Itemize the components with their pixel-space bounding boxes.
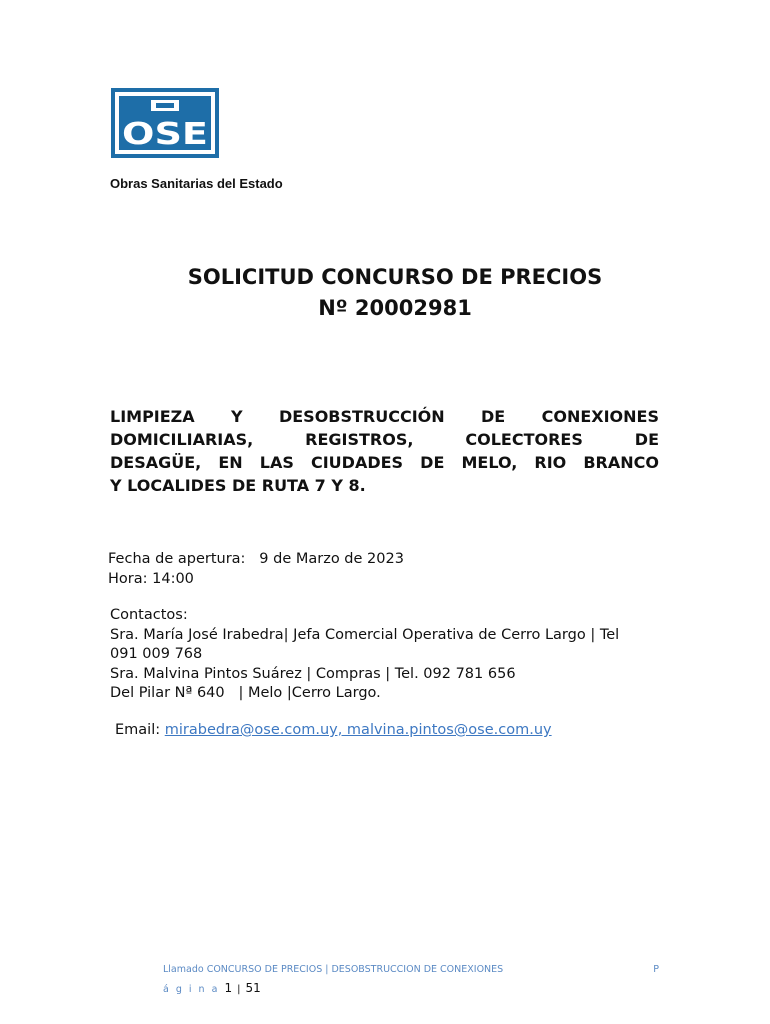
email-row [115, 721, 552, 741]
organization-name: Obras Sanitarias del Estado [110, 176, 283, 191]
footer-text: Llamado CONCURSO DE PRECIOS | DESOBSTRUCCION DE CONEXIONES [163, 964, 504, 975]
opening-date-value: 9 de Marzo de 2023 [259, 551, 404, 567]
title-line-2: Nº 20002981 [318, 296, 472, 320]
opening-info [108, 550, 404, 589]
page-footer [163, 963, 659, 996]
logo-text: OSE [122, 117, 208, 152]
opening-date-label: Fecha de apertura: [108, 551, 246, 567]
subject-line-2: DOMICILIARIAS, REGISTROS, COLECTORES DE [110, 430, 659, 449]
email-link[interactable]: mirabedra@ose.com.uy, malvina.pintos@ose.com.uy [164, 722, 552, 738]
footer-page-word-start: P [653, 964, 659, 975]
subject-line-3: DESAGÜE, EN LAS CIUDADES DE MELO, RIO BRANCO [110, 453, 659, 472]
subject-line-4: Y LOCALIDES DE RUTA 7 Y 8. [110, 476, 366, 495]
contacts-heading: Contactos: [110, 607, 188, 623]
contacts-block [110, 606, 670, 704]
opening-date-row [108, 550, 404, 570]
footer-total-pages: 51 [245, 981, 261, 995]
contact-line-3: Sra. Malvina Pintos Suárez | Compras | Tel. 092 781 656 [110, 665, 516, 682]
opening-time: Hora: 14:00 [108, 570, 194, 587]
subject-line-1: LIMPIEZA Y DESOBSTRUCCIÓN DE CONEXIONES [110, 407, 659, 426]
document-title [110, 262, 680, 324]
footer-page-word-rest: á g i n a [163, 984, 220, 995]
title-line-1: SOLICITUD CONCURSO DE PRECIOS [187, 265, 603, 289]
ose-logo [111, 88, 219, 158]
contact-line-4: Del Pilar Nª 640 | Melo |Cerro Largo. [110, 685, 381, 701]
email-label: Email: [115, 722, 161, 738]
footer-page-number: 1 [224, 981, 233, 995]
footer-separator: | [237, 984, 241, 995]
contact-line-2: 091 009 768 [110, 646, 203, 662]
tender-subject [110, 405, 659, 497]
contact-line-1: Sra. María José Irabedra| Jefa Comercial Operativa de Cerro Largo | Tel [110, 626, 620, 643]
